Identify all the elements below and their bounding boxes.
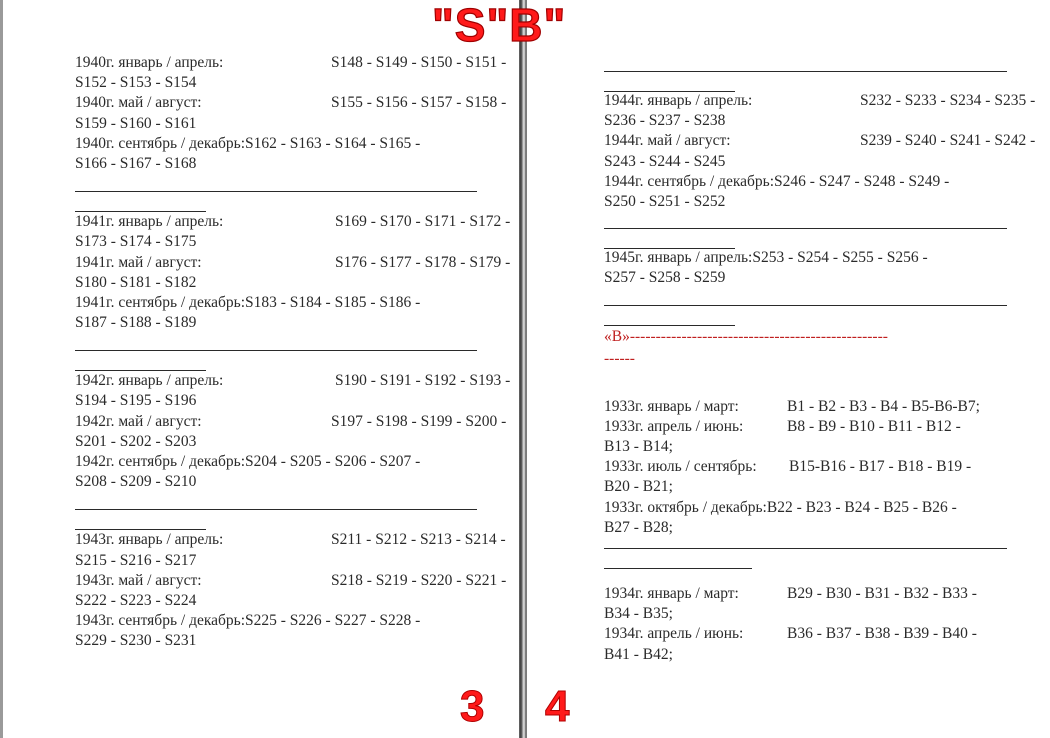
text-line bbox=[75, 631, 510, 651]
spacer bbox=[604, 71, 1035, 91]
text-line bbox=[75, 452, 510, 472]
text-line bbox=[75, 313, 510, 333]
issue-codes: B41 - B42; bbox=[604, 645, 673, 663]
text-line bbox=[75, 154, 510, 174]
issue-codes: S246 - S247 - S248 - S249 - bbox=[774, 172, 950, 190]
separator-line-long bbox=[75, 350, 477, 351]
issue-codes: S229 - S230 - S231 bbox=[75, 632, 197, 650]
spacer bbox=[75, 191, 510, 212]
text-line bbox=[604, 437, 1035, 457]
spacer bbox=[75, 492, 510, 509]
period-label: 1944г. сентябрь / декабрь: bbox=[604, 172, 775, 190]
issue-codes: S208 - S209 - S210 bbox=[75, 473, 197, 491]
period-label: 1933г. октябрь / декабрь: bbox=[604, 498, 767, 516]
spacer bbox=[604, 289, 1035, 305]
text-line bbox=[604, 498, 1035, 518]
issue-codes: S162 - S163 - S164 - S165 - bbox=[245, 134, 421, 152]
spacer bbox=[604, 369, 1035, 397]
issue-codes: B27 - B28; bbox=[604, 518, 673, 536]
text-line bbox=[75, 591, 510, 611]
issue-codes: S204 - S205 - S206 - S207 - bbox=[245, 453, 421, 470]
issue-codes: S236 - S237 - S238 bbox=[604, 112, 726, 130]
issue-codes: S211 - S212 - S213 - S214 - bbox=[331, 531, 506, 549]
issue-codes: B15-B16 - B17 - B18 - B19 - bbox=[789, 458, 972, 476]
text-line bbox=[604, 624, 1035, 644]
issue-codes: S169 - S170 - S171 - S172 - bbox=[335, 213, 511, 231]
text-line bbox=[604, 172, 1035, 192]
period-label: 1933г. январь / март: bbox=[604, 397, 739, 415]
issue-codes: S250 - S251 - S252 bbox=[604, 192, 726, 210]
left-page-content bbox=[75, 53, 510, 652]
spacer bbox=[75, 174, 510, 191]
spacer bbox=[75, 333, 510, 350]
separator-line-short bbox=[604, 248, 735, 249]
text-line bbox=[604, 397, 1035, 417]
period-label: 1944г. май / август: bbox=[604, 132, 731, 150]
issue-codes: S225 - S226 - S227 - S228 - bbox=[245, 612, 421, 630]
period-label: 1934г. апрель / июнь: bbox=[604, 625, 744, 643]
period-label: 1942г. май / август: bbox=[75, 412, 202, 430]
issue-codes: S166 - S167 - S168 bbox=[75, 154, 197, 172]
text-line bbox=[604, 604, 1035, 624]
issue-codes: B34 - B35; bbox=[604, 605, 673, 623]
separator-line-short bbox=[75, 529, 206, 530]
text-line bbox=[75, 134, 510, 154]
spacer bbox=[604, 228, 1035, 248]
issue-codes: S183 - S184 - S185 - S186 - bbox=[245, 293, 421, 311]
spacer bbox=[604, 305, 1035, 325]
text-line bbox=[75, 551, 510, 571]
text-line bbox=[75, 432, 510, 452]
page-number-left: 3 bbox=[460, 682, 485, 731]
period-label: 1940г. май / август: bbox=[75, 94, 202, 112]
spacer bbox=[604, 538, 1035, 548]
issue-codes: S152 - S153 - S154 bbox=[75, 74, 197, 92]
section-heading-b: «В»-------------------------------------------------- bbox=[604, 327, 888, 345]
period-label: 1943г. январь / апрель: bbox=[75, 531, 224, 549]
text-line bbox=[604, 152, 1035, 172]
issue-codes: S194 - S195 - S196 bbox=[75, 392, 197, 410]
issue-codes: S173 - S174 - S175 bbox=[75, 233, 197, 251]
separator-line-long bbox=[75, 191, 477, 192]
section-heading-b-continuation: ------ bbox=[604, 349, 635, 367]
issue-codes: S222 - S223 - S224 bbox=[75, 591, 197, 609]
separator-line-short bbox=[604, 91, 735, 92]
issue-codes: B8 - B9 - B10 - B11 - B12 - bbox=[787, 417, 961, 435]
issue-codes: S239 - S240 - S241 - S242 - bbox=[860, 132, 1036, 150]
issue-codes: S218 - S219 - S220 - S221 - bbox=[331, 571, 507, 589]
text-line bbox=[604, 417, 1035, 437]
issue-codes: S190 - S191 - S192 - S193 - bbox=[335, 372, 511, 390]
separator-line-short bbox=[75, 211, 206, 212]
issue-codes: B36 - B37 - B38 - B39 - B40 - bbox=[787, 625, 977, 643]
text-line bbox=[75, 472, 510, 492]
book-spine bbox=[519, 0, 527, 738]
text-line bbox=[604, 248, 1035, 268]
issue-codes: S187 - S188 - S189 bbox=[75, 314, 197, 332]
page-title: "S"B" bbox=[432, 0, 567, 51]
issue-codes: S253 - S254 - S255 - S256 - bbox=[752, 249, 928, 267]
text-line bbox=[75, 114, 510, 134]
period-label: 1933г. апрель / июнь: bbox=[604, 417, 744, 435]
period-label: 1941г. сентябрь / декабрь: bbox=[75, 293, 246, 311]
separator-line-long bbox=[604, 305, 1007, 306]
period-label: 1944г. январь / апрель: bbox=[604, 92, 753, 109]
text-line bbox=[75, 273, 510, 293]
text-line bbox=[604, 477, 1035, 497]
spacer bbox=[604, 61, 1035, 71]
issue-codes: S257 - S258 - S259 bbox=[604, 269, 726, 287]
issue-codes: B1 - B2 - B3 - B4 - B5-B6-B7; bbox=[787, 397, 980, 415]
text-line bbox=[604, 268, 1035, 288]
text-line bbox=[604, 518, 1035, 538]
separator-line-long bbox=[604, 228, 1007, 229]
issue-codes: B22 - B23 - B24 - B25 - B26 - bbox=[766, 498, 957, 516]
text-line bbox=[75, 412, 510, 432]
issue-codes: S232 - S233 - S234 - S235 - bbox=[860, 92, 1036, 109]
text-line bbox=[75, 611, 510, 631]
text-line bbox=[604, 192, 1035, 212]
text-line bbox=[604, 111, 1035, 131]
separator-line-long bbox=[75, 509, 477, 510]
text-line bbox=[75, 293, 510, 313]
text-line bbox=[75, 371, 510, 391]
issue-codes: S155 - S156 - S157 - S158 - bbox=[331, 94, 507, 112]
period-label: 1933г. июль / сентябрь: bbox=[604, 458, 757, 476]
period-label: 1945г. январь / апрель: bbox=[604, 249, 753, 267]
period-label: 1943г. сентябрь / декабрь: bbox=[75, 612, 246, 630]
separator-line-short bbox=[75, 370, 206, 371]
issue-codes: S215 - S216 - S217 bbox=[75, 551, 197, 569]
issue-codes: B13 - B14; bbox=[604, 438, 673, 456]
issue-codes: B20 - B21; bbox=[604, 478, 673, 496]
issue-codes: S176 - S177 - S178 - S179 - bbox=[335, 253, 511, 271]
text-line bbox=[75, 73, 510, 93]
period-label: 1934г. январь / март: bbox=[604, 585, 739, 602]
text-line bbox=[604, 584, 1035, 604]
text-line bbox=[75, 212, 510, 232]
text-line bbox=[75, 530, 510, 550]
text-line bbox=[75, 253, 510, 273]
issue-codes: B29 - B30 - B31 - B32 - B33 - bbox=[787, 585, 977, 602]
separator-line-long bbox=[604, 548, 1007, 549]
text-line bbox=[604, 91, 1035, 111]
spacer bbox=[604, 548, 1035, 584]
issue-codes: S159 - S160 - S161 bbox=[75, 114, 197, 132]
separator-line-short bbox=[604, 325, 735, 326]
text-line bbox=[75, 93, 510, 113]
issue-codes: S243 - S244 - S245 bbox=[604, 152, 726, 170]
spacer bbox=[604, 212, 1035, 228]
text-line bbox=[75, 232, 510, 252]
text-line bbox=[604, 645, 1035, 665]
issue-codes: S197 - S198 - S199 - S200 - bbox=[331, 412, 507, 430]
period-label: 1941г. январь / апрель: bbox=[75, 213, 224, 231]
right-page-content bbox=[604, 61, 1035, 665]
period-label: 1941г. май / август: bbox=[75, 253, 202, 271]
issue-codes: S180 - S181 - S182 bbox=[75, 273, 197, 291]
text-line bbox=[604, 131, 1035, 151]
period-label: 1940г. январь / апрель: bbox=[75, 54, 224, 71]
spacer bbox=[75, 350, 510, 371]
text-line bbox=[75, 53, 510, 73]
spacer bbox=[75, 509, 510, 530]
text-line bbox=[604, 457, 1035, 477]
page-number-right: 4 bbox=[545, 682, 570, 731]
separator-line-long bbox=[604, 71, 1007, 72]
separator-line-short bbox=[604, 568, 752, 569]
text-line bbox=[75, 571, 510, 591]
text-line bbox=[75, 391, 510, 411]
issue-codes: S201 - S202 - S203 bbox=[75, 432, 197, 450]
period-label: 1942г. январь / апрель: bbox=[75, 372, 224, 390]
period-label: 1940г. сентябрь / декабрь: bbox=[75, 134, 246, 152]
period-label: 1942г. сентябрь / декабрь: bbox=[75, 453, 246, 470]
issue-codes: S148 - S149 - S150 - S151 - bbox=[331, 54, 507, 71]
period-label: 1943г. май / август: bbox=[75, 571, 202, 589]
